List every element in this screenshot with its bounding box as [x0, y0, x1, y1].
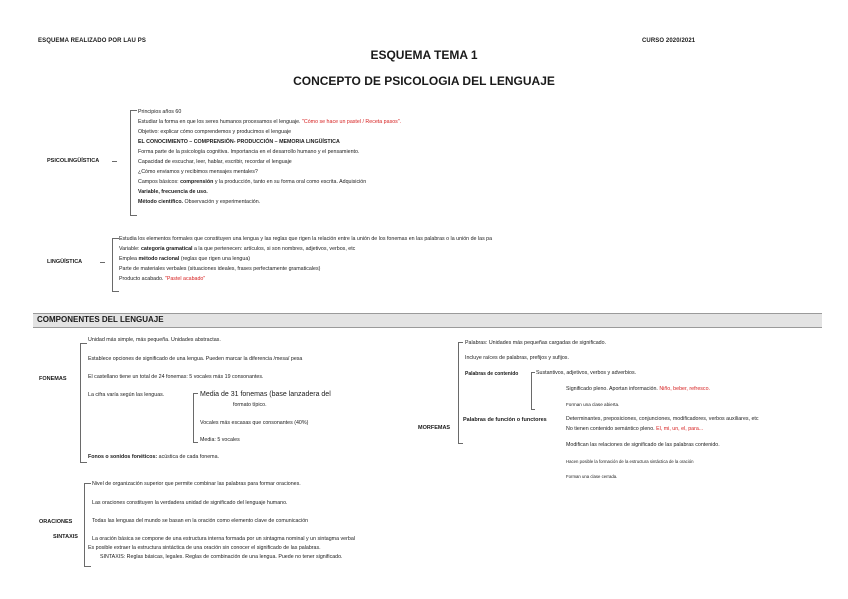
linguistica-line-text: Variable: — [119, 246, 141, 252]
psicolinguistica-line — [138, 167, 401, 177]
fonemas-brace — [80, 343, 87, 463]
linguistica-line — [119, 234, 492, 244]
morfemas-line-1: Palabras: Unidades más pequeñas cargadas de significado. — [465, 340, 607, 346]
funcion-line-2: No tienen contenido semántico pleno. — [566, 426, 657, 432]
fonemas-sub-1b: formato típico. — [233, 402, 267, 408]
psicolinguistica-line-bold: Método científico. — [138, 199, 184, 205]
linguistica-line-text: (reglas que rigen una lengua) — [179, 256, 251, 262]
psicolinguistica-line-bold: comprensión — [180, 179, 214, 185]
linguistica-line-text: a la que pertenecen: artículos, si son nombres, adjetivos, verbos, etc — [192, 246, 356, 252]
contenido-line-1: Sustantivos, adjetivos, verbos y adverbios. — [536, 370, 637, 376]
funcion-line-3: Modifican las relaciones de significado de las palabras contenido. — [566, 442, 720, 448]
funcion-example: El, mi, un, el, para... — [656, 426, 704, 432]
psicolinguistica-line-text: Capacidad de escuchar, leer, hablar, escribir, recordar el lenguaje — [138, 159, 292, 165]
morfemas-line-2: Incluye raíces de palabras, prefijos y sufijos. — [465, 355, 569, 361]
fonemas-sub-1: Media de 31 fonemas (base lanzadera del — [200, 391, 331, 398]
fonemas-sub-brace — [193, 393, 198, 443]
contenido-brace — [531, 372, 535, 410]
page-subtitle: CONCEPTO DE PSICOLOGIA DEL LENGUAJE — [293, 74, 555, 88]
psicolinguistica-line-bold: Variable, frecuencia de uso. — [138, 189, 208, 195]
linguistica-line — [119, 274, 492, 284]
linguistica-line-text: Producto acabado. — [119, 276, 165, 282]
psicolinguistica-line-text: Principios años 60 — [138, 109, 182, 115]
psicolinguistica-line — [138, 117, 401, 127]
psicolinguistica-list — [138, 107, 401, 207]
psicolinguistica-brace — [130, 110, 137, 216]
psicolinguistica-line — [138, 147, 401, 157]
oraciones-label: ORACIONES — [39, 519, 73, 525]
psicolinguistica-line — [138, 157, 401, 167]
course-year: CURSO 2020/2021 — [642, 38, 696, 44]
psicolinguistica-line-text: y la producción, tanto en su forma oral como escrita. Adquisición — [213, 179, 367, 185]
contenido-line-2: Significado pleno. Aportan información. — [566, 386, 660, 392]
linguistica-line — [119, 264, 492, 274]
oraciones-line-6: SINTAXIS: Reglas básicas, legales. Reglas de combinación de una lengua. Puede no tener significado. — [100, 554, 343, 560]
psicolinguistica-line — [138, 197, 401, 207]
linguistica-line-text: Emplea — [119, 256, 139, 262]
morfemas-label: MORFEMAS — [418, 425, 451, 431]
psicolinguistica-line-text: Objetivo: explicar cómo comprendemos y producimos el lenguaje — [138, 129, 292, 135]
linguistica-line — [119, 254, 492, 264]
linguistica-label: LINGÜÍSTICA — [47, 259, 83, 265]
linguistica-line-example: "Pastel acabado" — [164, 276, 206, 282]
linguistica-line — [119, 244, 492, 254]
contenido-line-3: Forman una clase abierta. — [566, 402, 620, 407]
fonemas-sub-2: Vocales más escasas que consonantes (40%) — [200, 420, 309, 426]
fonemas-line-1: Unidad más simple, más pequeña. Unidades abstractas. — [88, 337, 221, 343]
psicolinguistica-line-text: Observación y experimentación. — [183, 199, 261, 205]
oraciones-line-3: Todas las lenguas del mundo se basan en la oración como elemento clave de comunicación — [92, 518, 309, 524]
psicolinguistica-line — [138, 187, 401, 197]
psicolinguistica-line-text: ¿Cómo enviamos y recibimos mensajes mentales? — [138, 169, 258, 175]
page-title: ESQUEMA TEMA 1 — [370, 48, 478, 62]
psicolinguistica-line — [138, 107, 401, 117]
sintaxis-label: SINTAXIS — [53, 534, 78, 540]
psicolinguistica-line-text: Campos básicos: — [138, 179, 181, 185]
funcion-label: Palabras de función o functores — [463, 417, 547, 423]
fonemas-line-4: La cifra varía según las lenguas. — [88, 392, 165, 398]
linguistica-line-text: Parte de materiales verbales (situaciones ideales, frases perfectamente gramaticales) — [119, 266, 321, 272]
funcion-line-1: Determinantes, preposiciones, conjunciones, modificadores, verbos auxiliares, etc — [566, 416, 759, 422]
oraciones-line-1: Nivel de organización superior que permite combinar las palabras para formar oraciones. — [92, 481, 301, 487]
oraciones-line-5: Es posible extraer la estructura sintáctica de una oración sin conocer el significado de las palabras. — [88, 545, 321, 551]
morfemas-brace — [458, 342, 463, 444]
linguistica-line-bold: método racional — [138, 256, 180, 262]
fonemas-line-2: Establece opciones de significado de una lengua. Pueden marcar la diferencia /mesa/ pesa — [88, 356, 303, 362]
psicolinguistica-line — [138, 177, 401, 187]
psicolinguistica-line — [138, 127, 401, 137]
psicolinguistica-line-example: "Cómo se hace un pastel / Receta pasos". — [302, 119, 402, 125]
psicolinguistica-line-bold: EL CONOCIMIENTO – COMPRENSIÓN- PRODUCCIÓN – MEMORIA LINGÜÍSTICA — [138, 139, 340, 145]
linguistica-line-text: Estudia los elementos formales que constituyen una lengua y las reglas que rigen la relación entre la unión de los fonemas en las palabras o la unión de las pa — [119, 236, 493, 242]
psicolinguistica-line-text: Estudiar la forma en que los seres humanos procesamos el lenguaje. — [138, 119, 302, 125]
linguistica-brace — [112, 238, 119, 292]
fonemas-label: FONEMAS — [39, 376, 67, 382]
section-components-bar — [33, 313, 822, 328]
linguistica-line-bold: categoría gramatical — [140, 246, 193, 252]
psicolinguistica-label: PSICOLINGÜÍSTICA — [47, 158, 100, 164]
contenido-example: Niño, beber, refresco. — [659, 386, 710, 392]
section-title: COMPONENTES DEL LENGUAJE — [37, 315, 164, 324]
funcion-line-5: Forman una clase cerrada. — [566, 474, 618, 479]
contenido-label: Palabras de contenido — [465, 371, 519, 377]
psicolinguistica-line-text: Forma parte de la psicología cognitiva. Importancia en el desarrollo humano y el pensamiento. — [138, 149, 360, 155]
oraciones-line-2: Las oraciones constituyen la verdadera unidad de significado del lenguaje humano. — [92, 500, 288, 506]
fonemas-sub-3: Media: 5 vocales — [200, 437, 240, 443]
author-note: ESQUEMA REALIZADO POR LAU PS — [38, 38, 146, 44]
oraciones-brace — [84, 483, 91, 567]
psicolinguistica-line — [138, 137, 401, 147]
fonemas-line-3: El castellano tiene un total de 24 fonemas: 5 vocales más 19 consonantes. — [88, 374, 264, 380]
fonemas-line-5: acústica de cada fonema. — [157, 454, 219, 460]
fonemas-line-5-bold: Fonos o sonidos fonéticos: — [88, 454, 158, 460]
linguistica-list — [119, 234, 492, 284]
oraciones-line-4: La oración básica se compone de una estructura interna formada por un sintagma nominal y un sintagma verbal — [92, 536, 355, 542]
funcion-line-4: Hacen posible la formación de la estructura sintáctica de la oración — [566, 459, 694, 464]
